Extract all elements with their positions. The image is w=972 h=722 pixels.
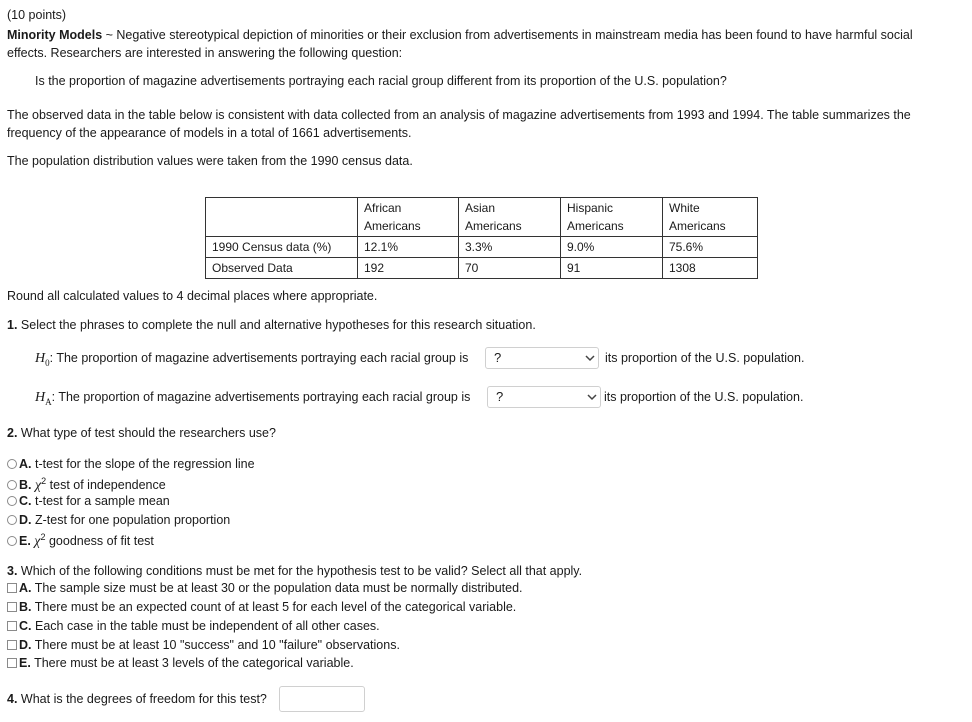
ha-symbol: $H_A$ — [35, 390, 52, 407]
table-corner-cell — [206, 198, 358, 237]
table-cell: 192 — [358, 258, 459, 279]
radio-button[interactable] — [7, 536, 17, 546]
table-cell: 70 — [459, 258, 561, 279]
degrees-of-freedom-input[interactable] — [279, 686, 365, 712]
q2-option-e[interactable]: E. $\chi^2$ goodness of fit test — [7, 532, 154, 550]
table-cell: 9.0% — [561, 237, 663, 258]
q3-prompt: 3. Which of the following conditions must be met for the hypothesis test to be valid? Select all that apply. — [7, 564, 583, 578]
table-cell: 75.6% — [663, 237, 758, 258]
checkbox[interactable] — [7, 602, 17, 612]
table-row — [206, 237, 758, 258]
checkbox[interactable] — [7, 658, 17, 668]
ha-statement: $H_A$: The proportion of magazine advertisements portraying each racial group is — [35, 390, 471, 407]
row-label: 1990 Census data (%) — [206, 237, 358, 258]
population-paragraph: The population distribution values were taken from the 1990 census data. — [7, 154, 413, 168]
table-row — [206, 258, 758, 279]
q3-option-a[interactable]: A. The sample size must be at least 30 or the population data must be normally distributed. — [7, 581, 523, 595]
checkbox[interactable] — [7, 621, 17, 631]
q3-option-b[interactable]: B. There must be an expected count of at least 5 for each level of the categorical variable. — [7, 600, 516, 614]
row-label: Observed Data — [206, 258, 358, 279]
q4-prompt: 4. What is the degrees of freedom for this test? — [7, 692, 267, 706]
table-header-cell: African Americans — [358, 198, 459, 237]
radio-button[interactable] — [7, 480, 17, 490]
q2-option-d[interactable]: D. Z-test for one population proportion — [7, 513, 230, 527]
radio-button[interactable] — [7, 496, 17, 506]
intro-text: Negative stereotypical depiction of minorities or their exclusion from advertisements in mainstream media has been found to have harmful social effects. Researchers are interested in answering the following question: — [7, 28, 913, 60]
radio-button[interactable] — [7, 459, 17, 469]
q1-prompt: 1. Select the phrases to complete the null and alternative hypotheses for this research situation. — [7, 318, 536, 332]
table-header-cell: White Americans — [663, 198, 758, 237]
h0-select[interactable]: ? — [485, 347, 599, 369]
checkbox[interactable] — [7, 640, 17, 650]
research-question: Is the proportion of magazine advertisements portraying each racial group different from its proportion of the U.S. population? — [35, 74, 727, 88]
table-header-row — [206, 198, 758, 237]
table-header-cell: Asian Americans — [459, 198, 561, 237]
radio-button[interactable] — [7, 515, 17, 525]
table-header-cell: Hispanic Americans — [561, 198, 663, 237]
q3-option-c[interactable]: C. Each case in the table must be independent of all other cases. — [7, 619, 380, 633]
table-cell: 3.3% — [459, 237, 561, 258]
table-cell: 12.1% — [358, 237, 459, 258]
h0-tail: its proportion of the U.S. population. — [605, 351, 805, 365]
h0-symbol: $H_0$ — [35, 351, 50, 368]
q3-option-e[interactable]: E. There must be at least 3 levels of the categorical variable. — [7, 656, 354, 670]
q3-option-d[interactable]: D. There must be at least 10 "success" and 10 "failure" observations. — [7, 638, 400, 652]
q2-option-a[interactable]: A. t-test for the slope of the regression line — [7, 457, 255, 471]
q2-option-b[interactable]: B. $\chi^2$ test of independence — [7, 476, 166, 494]
points-label: (10 points) — [7, 8, 67, 22]
q2-option-c[interactable]: C. t-test for a sample mean — [7, 494, 170, 508]
observed-paragraph: The observed data in the table below is consistent with data collected from an analysis of magazine advertisements from 1993 and 1994. The table summarizes the frequency of the appearance of models in a total of 1661 advertisements. — [7, 108, 911, 140]
chevron-down-icon — [584, 348, 596, 368]
round-note: Round all calculated values to 4 decimal places where appropriate. — [7, 289, 378, 303]
title-dash: ~ — [102, 28, 117, 42]
intro-paragraph — [7, 26, 937, 62]
checkbox[interactable] — [7, 583, 17, 593]
h0-statement: $H_0$: The proportion of magazine advertisements portraying each racial group is — [35, 351, 469, 368]
ha-select[interactable]: ? — [487, 386, 601, 408]
table-cell: 91 — [561, 258, 663, 279]
q2-prompt: 2. What type of test should the researchers use? — [7, 426, 276, 440]
ha-tail: its proportion of the U.S. population. — [604, 390, 804, 404]
data-table — [205, 197, 758, 279]
chevron-down-icon — [586, 387, 598, 407]
problem-title: Minority Models — [7, 28, 103, 42]
table-cell: 1308 — [663, 258, 758, 279]
